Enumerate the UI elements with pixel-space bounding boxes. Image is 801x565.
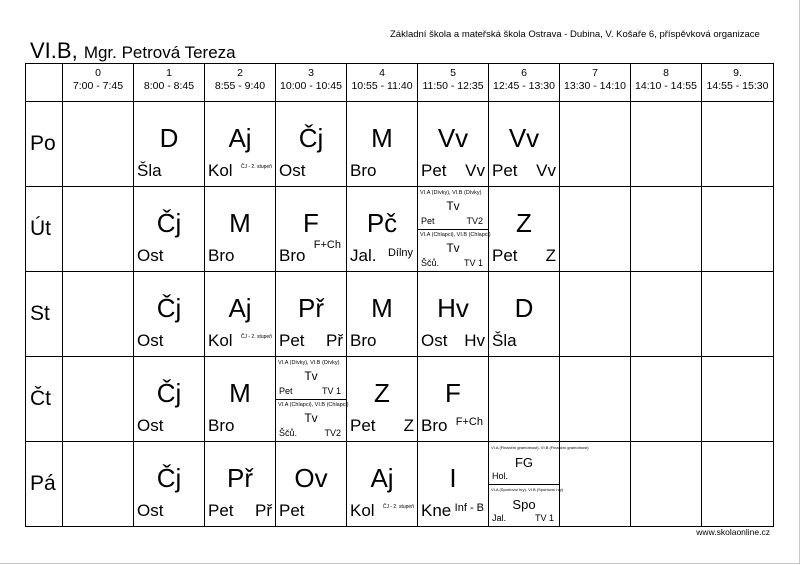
subject: M xyxy=(229,208,251,238)
day-label: Út xyxy=(26,187,63,272)
teacher: Pet xyxy=(492,246,518,265)
day-row-st xyxy=(26,272,774,357)
empty-cell xyxy=(631,442,702,527)
empty-cell xyxy=(560,272,631,357)
teacher: Ost xyxy=(279,161,306,180)
lesson-cell[interactable] xyxy=(418,442,489,527)
empty-cell xyxy=(560,187,631,272)
teacher: Kol xyxy=(208,331,233,350)
lesson-cell[interactable] xyxy=(134,357,205,442)
room: TV2 xyxy=(466,216,483,226)
lesson-cell[interactable] xyxy=(276,442,347,527)
empty-cell xyxy=(631,357,702,442)
class-name: VI.B, xyxy=(30,38,78,63)
subject: Pč xyxy=(366,208,398,238)
subject: M xyxy=(229,378,251,408)
split-lesson-cell[interactable] xyxy=(489,442,589,527)
teacher: Jal. xyxy=(350,246,377,265)
room: ČJ - 2. stupeň xyxy=(240,164,272,170)
lesson-cell[interactable] xyxy=(489,102,560,187)
teacher: Bro xyxy=(279,246,306,265)
lesson-cell[interactable] xyxy=(489,187,560,272)
teacher: Ost xyxy=(421,331,448,350)
room: F+Ch xyxy=(313,239,341,251)
period-header: 7 13:30 - 14:10 xyxy=(560,64,631,102)
empty-cell xyxy=(631,272,702,357)
class-teacher: Mgr. Petrová Tereza xyxy=(83,43,236,62)
subject: Čj xyxy=(156,208,182,238)
subject: Př xyxy=(298,293,324,323)
subject: Tv xyxy=(446,241,460,255)
group-label: VI.A (Finanční gramotnost), VI.B (Finanční gramotnost) xyxy=(491,445,589,450)
lesson-cell[interactable] xyxy=(276,187,347,272)
subject: Čj xyxy=(156,463,182,493)
teacher: Bro xyxy=(208,246,235,265)
period-header: 6 12:45 - 13:30 xyxy=(489,64,560,102)
group-lesson-a[interactable] xyxy=(418,187,488,230)
subject: D xyxy=(159,123,179,153)
footer-link[interactable]: www.skolaonline.cz xyxy=(696,527,770,537)
day-row-ct xyxy=(26,357,774,442)
group-label: VI.A (Chlapci), VI.B (Chlapci) xyxy=(278,402,349,408)
teacher: Pet xyxy=(208,501,234,520)
day-row-pa xyxy=(26,442,774,527)
room: Př xyxy=(326,331,343,350)
room: Hv xyxy=(464,331,485,350)
empty-cell xyxy=(63,357,134,442)
room: Př xyxy=(255,501,272,520)
lesson-cell[interactable] xyxy=(347,187,418,272)
empty-cell xyxy=(702,357,774,442)
period-header: 5 11:50 - 12:35 xyxy=(418,64,489,102)
teacher: Ščů. xyxy=(279,428,298,438)
lesson-cell[interactable] xyxy=(205,442,276,527)
teacher: Bro xyxy=(421,416,448,435)
lesson-cell[interactable] xyxy=(418,102,489,187)
group-label: VI.A (Sportovní hry), VI.B (Sportovní hry) xyxy=(491,487,564,492)
teacher: Pet xyxy=(421,161,447,180)
lesson-cell[interactable] xyxy=(205,272,276,357)
subject: Čj xyxy=(156,378,182,408)
empty-cell xyxy=(63,187,134,272)
lesson-cell[interactable] xyxy=(347,272,418,357)
room: Vv xyxy=(536,161,556,180)
period-header: 8 14:10 - 14:55 xyxy=(631,64,702,102)
empty-cell xyxy=(702,442,774,527)
group-lesson-b[interactable] xyxy=(276,399,349,441)
teacher: Bro xyxy=(350,331,377,350)
subject: Vv xyxy=(437,123,469,153)
day-label: St xyxy=(26,272,63,357)
lesson-cell[interactable] xyxy=(205,187,276,272)
group-label: VI.A (Dívky), VI.B (Dívky) xyxy=(278,360,340,366)
lesson-cell[interactable] xyxy=(347,442,418,527)
teacher: Pet xyxy=(279,386,293,396)
subject: Ov xyxy=(294,463,328,493)
room: Z xyxy=(545,246,556,265)
day-row-po xyxy=(26,102,774,187)
group-label: VI.A (Chlapci), VI.B (Chlapci) xyxy=(420,232,491,238)
lesson-cell[interactable] xyxy=(347,102,418,187)
teacher: Pet xyxy=(492,161,518,180)
subject: F xyxy=(303,208,319,238)
teacher: Ščů. xyxy=(421,258,440,268)
empty-cell xyxy=(489,357,560,442)
empty-cell xyxy=(702,272,774,357)
subject: FG xyxy=(514,455,534,470)
room: Vv xyxy=(465,161,485,180)
subject: M xyxy=(371,123,393,153)
group-lesson-a[interactable] xyxy=(276,357,346,400)
period-header-row xyxy=(26,64,774,102)
teacher: Pet xyxy=(279,331,305,350)
empty-cell xyxy=(560,442,631,527)
subject: D xyxy=(514,293,534,323)
room: ČJ - 2. stupeň xyxy=(240,334,272,340)
empty-cell xyxy=(63,272,134,357)
subject: I xyxy=(449,463,457,493)
subject: Aj xyxy=(228,293,252,323)
subject: F xyxy=(445,378,461,408)
subject: Vv xyxy=(508,123,540,153)
group-lesson-b[interactable] xyxy=(489,484,564,526)
teacher: Kne xyxy=(421,501,452,520)
subject: Aj xyxy=(228,123,252,153)
teacher: Šla xyxy=(492,331,517,350)
lesson-cell[interactable] xyxy=(418,357,489,442)
room: Z xyxy=(403,416,414,435)
room: F+Ch xyxy=(455,416,483,428)
group-lesson-a[interactable] xyxy=(489,442,589,485)
page-title xyxy=(30,38,236,64)
subject: Čj xyxy=(156,293,182,323)
teacher: Bro xyxy=(350,161,377,180)
subject: Hv xyxy=(437,293,469,323)
corner-cell xyxy=(26,64,63,102)
empty-cell xyxy=(560,357,631,442)
teacher: Ost xyxy=(137,416,164,435)
period-header: 9. 14:55 - 15:30 xyxy=(702,64,774,102)
lesson-cell[interactable] xyxy=(134,442,205,527)
teacher: Jal. xyxy=(492,513,507,523)
period-header: 2 8:55 - 9:40 xyxy=(205,64,276,102)
lesson-cell[interactable] xyxy=(276,272,347,357)
teacher: Kol xyxy=(208,161,233,180)
empty-cell xyxy=(63,102,134,187)
room: Inf - B xyxy=(454,502,484,514)
subject: Z xyxy=(516,208,532,238)
room: TV2 xyxy=(324,428,341,438)
room: TV 1 xyxy=(534,513,554,523)
subject: Čj xyxy=(298,123,324,153)
lesson-cell[interactable] xyxy=(134,187,205,272)
room: ČJ - 2. stupeň xyxy=(382,504,414,510)
empty-cell xyxy=(702,187,774,272)
lesson-cell[interactable] xyxy=(276,102,347,187)
day-label: Pá xyxy=(26,442,63,527)
teacher: Pet xyxy=(350,416,376,435)
school-name: Základní škola a mateřská škola Ostrava - Dubina, V. Košaře 6, příspěvková organizace xyxy=(390,29,760,40)
teacher: Ost xyxy=(137,331,164,350)
subject: M xyxy=(371,293,393,323)
empty-cell xyxy=(702,102,774,187)
subject: Spo xyxy=(512,497,536,512)
period-header: 3 10:00 - 10:45 xyxy=(276,64,347,102)
lesson-cell[interactable] xyxy=(134,102,205,187)
lesson-cell[interactable] xyxy=(489,272,560,357)
subject: Z xyxy=(374,378,390,408)
room: TV 1 xyxy=(321,386,341,396)
lesson-cell[interactable] xyxy=(134,272,205,357)
day-label: Čt xyxy=(26,357,63,442)
lesson-cell[interactable] xyxy=(205,102,276,187)
subject: Tv xyxy=(446,199,460,213)
room: TV 1 xyxy=(463,258,483,268)
group-label: VI.A (Dívky), VI.B (Dívky) xyxy=(420,190,482,196)
timetable xyxy=(25,63,774,527)
teacher: Pet xyxy=(279,501,305,520)
teacher: Ost xyxy=(137,246,164,265)
room: Dílny xyxy=(387,247,413,259)
day-label: Po xyxy=(26,102,63,187)
teacher: Hol. xyxy=(492,471,509,481)
empty-cell xyxy=(560,102,631,187)
day-row-ut xyxy=(26,187,774,272)
group-lesson-b[interactable] xyxy=(418,229,491,271)
subject: Tv xyxy=(304,369,318,383)
teacher: Pet xyxy=(421,216,435,226)
teacher: Kol xyxy=(350,501,375,520)
empty-cell xyxy=(63,442,134,527)
split-lesson-cell[interactable] xyxy=(276,357,347,442)
teacher: Ost xyxy=(137,501,164,520)
period-header: 4 10:55 - 11:40 xyxy=(347,64,418,102)
period-header: 0 7:00 - 7:45 xyxy=(63,64,134,102)
teacher: Bro xyxy=(208,416,235,435)
subject: Tv xyxy=(304,411,318,425)
lesson-cell[interactable] xyxy=(205,357,276,442)
lesson-cell[interactable] xyxy=(347,357,418,442)
subject: Aj xyxy=(370,463,394,493)
empty-cell xyxy=(631,102,702,187)
teacher: Šla xyxy=(137,161,162,180)
subject: Př xyxy=(227,463,253,493)
period-header: 1 8:00 - 8:45 xyxy=(134,64,205,102)
lesson-cell[interactable] xyxy=(418,272,489,357)
split-lesson-cell[interactable] xyxy=(418,187,489,272)
empty-cell xyxy=(631,187,702,272)
